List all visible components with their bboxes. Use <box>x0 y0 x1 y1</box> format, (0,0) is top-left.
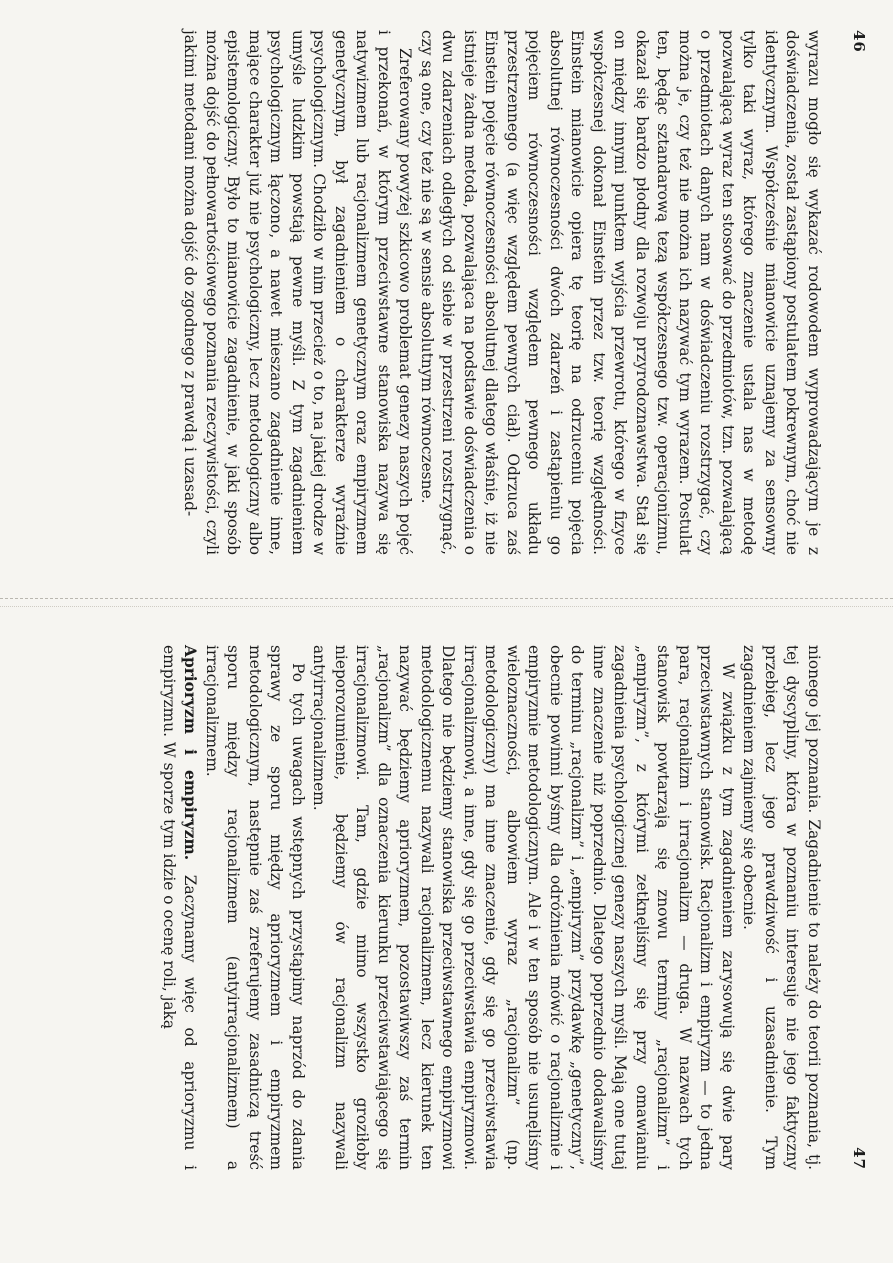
page-number: 46 <box>850 30 868 53</box>
paragraph: Zreferowany powyżej szkicowo problemat genezy naszych pojęć i przekonań, w którym przeciwstawne stanowiska nazywa się natywizmem lub racjonalizmem genetycznym oraz empiryzmem genetycznym, był zagadnieniem o charakterze wyraźnie psychologicznym. Chodziło w nim przecież o to, na jakiej drodze w umyśle ludzkim powstają pewne myśli. Z tym zagadnieniem psychologicznym łączono, a nawet mieszano zagadnienie inne, mające charakter już nie psychologiczny, lecz metodologiczny albo epistemologiczny. Było to mianowicie zagadnienie, w jaki sposób można dojść do pełnowartościowego poznania rzeczywistości, czyli jakimi metodami można dojść do zgodnego z prawdą i uzasad- <box>181 30 415 555</box>
page-46 <box>108 30 868 555</box>
page-47 <box>108 645 868 1170</box>
page-fold-line <box>0 598 893 600</box>
body-text <box>158 645 825 1170</box>
paragraph: wyrazu mogło się wykazać rodowodem wyprowadzającym je z doświadczenia, został zastąpiony postulatem pokrewnym, choć nie identycznym. Współcześnie mianowicie uznajemy za sensowny tylko taki wyraz, którego znaczenie ustala nas w metodę pozwalającą wyraz ten stosować do przedmiotów, tzn. pozwalającą o przedmiotach danych nam w doświadczeniu rozstrzygać, czy można je, czy też nie można ich nazywać tym wyrazem. Postulat ten, będąc sztandarową tezą współczesnego tzw. operacjonizmu, okazał się bardzo płodny dla rozwoju przyrodoznawstwa. Stał się on między innymi punktem wyjścia przewrotu, którego w fizyce współczesnej dokonał Einstein przez tzw. teorię względności. Einstein mianowicie opiera tę teorię na odrzuceniu pojęcia absolutnej równoczesności dwóch zdarzeń i zastąpieniu go pojęciem równoczesności względem pewnego układu przestrzennego (a więc względem pewnych ciał). Odrzuca zaś Einstein pojęcie równoczesności absolutnej dlatego właśnie, iż nie istnieje żadna metoda, pozwalająca na podstawie doświadczenia o dwu zdarzeniach odległych od siebie w przestrzeni rozstrzygnąć, czy są one, czy też nie są w sensie absolutnym równoczesne. <box>418 30 823 555</box>
section-text: Zaczynamy więc od aprioryzmu i empiryzmu. W sporze tym idzie o ocenę roli, jaką <box>160 645 200 1170</box>
page-fold-shadow <box>0 606 893 608</box>
section-heading: Aprioryzm i empiryzm. <box>181 645 200 861</box>
paragraph: Po tych uwagach wstępnych przystąpimy naprzód do zdania sprawy ze sporu między aprioryzmem i empiryzmem metodologicznym, następnie zaś zreferujemy zasadniczą treść sporu między racjonalizmem (antyirracjonalizmem) a irracjonalizmem. <box>203 645 307 1170</box>
paragraph: W związku z tym zagadnieniem zarysowują się dwie pary przeciwstawnych stanowisk. Racjonalizm i empiryzm — to jedna para, racjonalizm i irracjonalizm — druga. W nazwach tych stanowisk powtarzają się znowu terminy „racjonalizm” i „empiryzm”, z którymi zetknęliśmy się przy omawianiu zagadnienia psychologicznej genezy naszych myśli. Mają one tutaj inne znaczenie niż poprzednio. Dlatego poprzednio dodawaliśmy do terminu „racjonalizm” i „empiryzm” przydawkę „genetyczny”, obecnie powinni byśmy dla odróżnienia mówić o racjonalizmie i empiryzmie metodologicznym. Ale i w ten sposób nie usunęliśmy wieloznaczności, albowiem wyraz „racjonalizm” (np. metodologiczny) ma inne znaczenie, gdy się go przeciwstawia irracjonalizmowi, a inne, gdy się go przeciwstawia empiryzmowi. Dlatego nie będziemy stanowiska przeciwstawnego empiryzmowi metodologicznemu nazywali racjonalizmem, lecz kierunek ten nazywać będziemy aprioryzmem, pozostawiwszy zaś termin „racjonalizm” dla oznaczenia kierunku przeciwstawiającego się irracjonalizmowi. Tam, gdzie mimo wszystko groziłoby nieporozumienie, będziemy ów racjonalizm nazywali antyirracjonalizmem. <box>310 645 737 1170</box>
paragraph: nionego jej poznania. Zagadnienie to należy do teorii poznania, tj. tej dyscypliny, która w poznaniu interesuje nie jego faktyczny przebieg, lecz jego prawdziwość i uzasadnienie. Tym zagadnieniem zajmiemy się obecnie. <box>740 645 823 1170</box>
section-paragraph <box>158 645 201 1170</box>
page-number: 47 <box>850 1147 868 1170</box>
body-text <box>179 30 824 555</box>
